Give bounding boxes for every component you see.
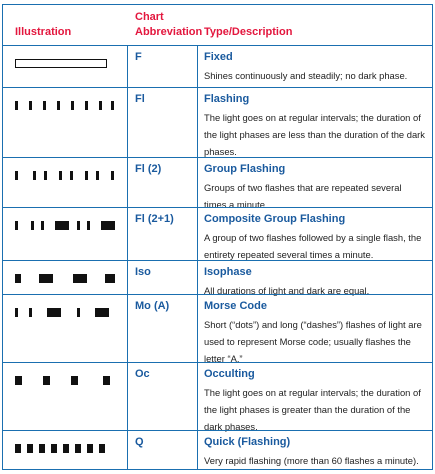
light-flash-segment bbox=[29, 101, 32, 110]
row-abbreviation: Mo (A) bbox=[135, 300, 170, 312]
fixed-light-bar bbox=[15, 59, 107, 68]
light-flash-segment bbox=[27, 444, 33, 453]
row-type: Group Flashing bbox=[204, 163, 286, 175]
header-chart-line2: Abbreviation bbox=[135, 26, 203, 38]
row-type: Fixed bbox=[204, 51, 233, 63]
light-flash-segment bbox=[63, 444, 69, 453]
row-description: The light goes on at regular intervals; the duration of the light phases are less than the duration of the dark phases. bbox=[204, 112, 425, 157]
light-flash-segment bbox=[47, 308, 61, 317]
light-flash-segment bbox=[95, 308, 109, 317]
light-flash-segment bbox=[41, 221, 44, 230]
light-flash-segment bbox=[57, 101, 60, 110]
row-abbreviation: Oc bbox=[135, 368, 150, 380]
light-flash-segment bbox=[15, 274, 21, 283]
light-flash-segment bbox=[85, 101, 88, 110]
row-description: All durations of light and dark are equal. bbox=[204, 285, 370, 296]
light-flash-segment bbox=[15, 444, 21, 453]
light-flash-segment bbox=[101, 221, 115, 230]
light-flash-segment bbox=[77, 221, 80, 230]
table-row bbox=[3, 430, 432, 471]
row-description: Shines continuously and steadily; no dark phase. bbox=[204, 70, 408, 81]
light-flash-segment bbox=[51, 444, 57, 453]
light-flash-segment bbox=[43, 376, 50, 385]
light-flash-segment bbox=[103, 376, 110, 385]
row-abbreviation: Q bbox=[135, 436, 144, 448]
light-flash-segment bbox=[70, 171, 73, 180]
light-flash-segment bbox=[15, 101, 18, 110]
row-abbreviation: Fl bbox=[135, 93, 145, 105]
header-illustration: Illustration bbox=[15, 26, 72, 38]
light-flash-segment bbox=[15, 171, 18, 180]
header-chart-line1: Chart bbox=[135, 11, 164, 23]
light-flash-segment bbox=[85, 171, 88, 180]
row-description: Groups of two flashes that are repeated several times a minute. bbox=[204, 182, 402, 210]
row-abbreviation: Fl (2+1) bbox=[135, 213, 174, 225]
light-flash-segment bbox=[75, 444, 81, 453]
light-flash-segment bbox=[87, 221, 90, 230]
light-flash-segment bbox=[31, 221, 34, 230]
table-row bbox=[3, 157, 432, 210]
light-flash-segment bbox=[105, 274, 115, 283]
light-flash-segment bbox=[99, 101, 102, 110]
row-type: Morse Code bbox=[204, 300, 267, 312]
row-type: Occulting bbox=[204, 368, 255, 380]
light-flash-segment bbox=[55, 221, 69, 230]
row-description: Very rapid flashing (more than 60 flashes a minute). bbox=[204, 455, 419, 466]
table-row bbox=[3, 362, 432, 430]
row-type: Composite Group Flashing bbox=[204, 213, 346, 225]
table-row bbox=[3, 260, 432, 294]
light-flash-segment bbox=[111, 101, 114, 110]
row-description: The light goes on at regular intervals; the duration of the light phases is greater than the duration of the dark phases. bbox=[204, 387, 421, 432]
light-flash-segment bbox=[29, 308, 32, 317]
light-flash-segment bbox=[96, 171, 99, 180]
light-flash-segment bbox=[15, 376, 22, 385]
light-flash-segment bbox=[39, 274, 53, 283]
light-flash-segment bbox=[39, 444, 45, 453]
light-flash-segment bbox=[73, 274, 87, 283]
light-flash-segment bbox=[33, 171, 36, 180]
table-header bbox=[3, 5, 432, 45]
light-flash-segment bbox=[43, 101, 46, 110]
row-abbreviation: F bbox=[135, 51, 142, 63]
light-flash-segment bbox=[71, 101, 74, 110]
table-row bbox=[3, 45, 432, 87]
light-flash-segment bbox=[71, 376, 78, 385]
light-flash-segment bbox=[44, 171, 47, 180]
table-row bbox=[3, 294, 432, 362]
header-type-description: Type/Description bbox=[204, 26, 293, 38]
row-abbreviation: Fl (2) bbox=[135, 163, 162, 175]
row-type: Isophase bbox=[204, 266, 252, 278]
light-flash-segment bbox=[15, 221, 18, 230]
light-characteristics-table bbox=[2, 4, 433, 470]
row-abbreviation: Iso bbox=[135, 266, 151, 278]
light-flash-segment bbox=[87, 444, 93, 453]
light-flash-segment bbox=[99, 444, 105, 453]
row-description: A group of two flashes followed by a single flash, the entirety repeated several times a minute. bbox=[204, 232, 422, 260]
row-description: Short (“dots”) and long (“dashes”) flashes of light are used to represent Morse code; usually flashes the letter “A.” bbox=[204, 319, 422, 364]
light-flash-segment bbox=[77, 308, 80, 317]
row-type: Quick (Flashing) bbox=[204, 436, 291, 448]
row-type: Flashing bbox=[204, 93, 250, 105]
table-row bbox=[3, 87, 432, 157]
table-row bbox=[3, 207, 432, 260]
light-flash-segment bbox=[111, 171, 114, 180]
light-flash-segment bbox=[59, 171, 62, 180]
light-flash-segment bbox=[15, 308, 18, 317]
